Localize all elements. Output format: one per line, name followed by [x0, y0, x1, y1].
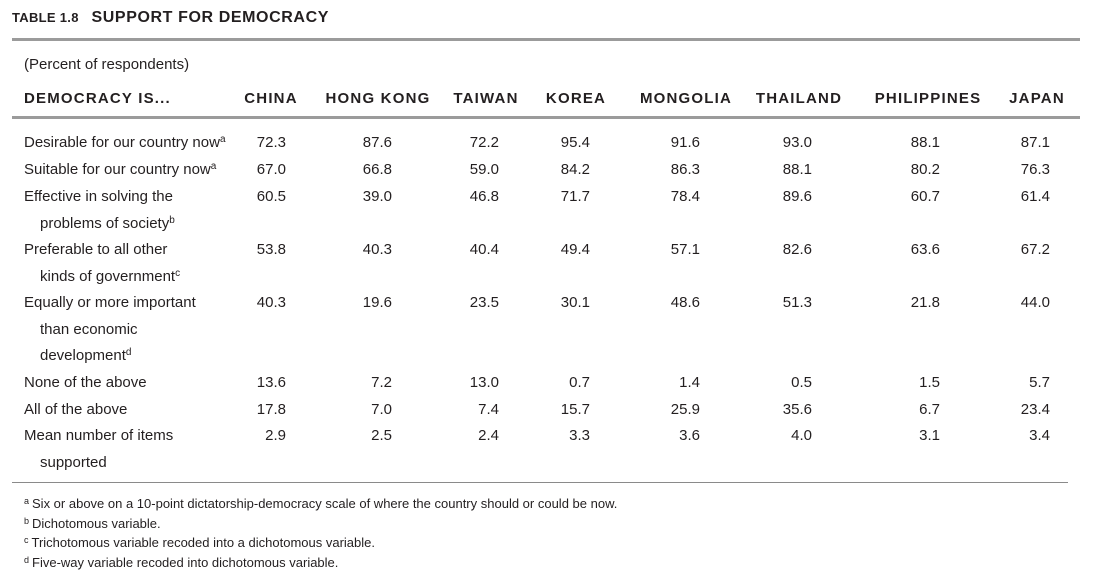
footnote-mark: a [24, 496, 30, 506]
table-cell: 67.2 [1020, 241, 1050, 258]
row-label-line: All of the above [24, 401, 128, 418]
table-cell: 25.9 [670, 401, 700, 418]
table-cell: 60.5 [256, 188, 286, 205]
table-cell: 0.5 [791, 374, 812, 391]
column-header: HONG KONG [325, 90, 431, 107]
table-cell: 17.8 [256, 401, 286, 418]
row-label [24, 290, 196, 370]
table-cell: 67.0 [256, 161, 286, 178]
table-cell: 2.9 [265, 427, 286, 444]
table-cell: 7.2 [371, 374, 392, 391]
table-cell: 4.0 [791, 427, 812, 444]
footnotes [24, 494, 617, 572]
bottom-rule [12, 482, 1068, 483]
row-label-line: Desirable for our country now$^a$ [24, 134, 226, 151]
footnote-text: Trichotomous variable recoded into a dichotomous variable. [31, 535, 375, 551]
table-cell: 88.1 [782, 161, 812, 178]
table-cell: 95.4 [560, 134, 590, 151]
table-cell: 89.6 [782, 188, 812, 205]
table-cell: 21.8 [910, 294, 940, 311]
table-cell: 71.7 [560, 188, 590, 205]
table-cell: 3.1 [919, 427, 940, 444]
footnote [24, 514, 617, 534]
footnote-text: Six or above on a 10-point dictatorship-democracy scale of where the country should or could be now. [32, 496, 618, 511]
footnote-marker: d [125, 347, 132, 358]
table-cell: 49.4 [560, 241, 590, 258]
table-cell: 87.6 [362, 134, 392, 151]
row-label-line: development$^d$ [40, 347, 132, 364]
table-cell: 53.8 [256, 241, 286, 258]
table-cell: 13.0 [469, 374, 499, 391]
row-label-line: Equally or more important [24, 294, 196, 311]
table-cell: 57.1 [670, 241, 700, 258]
row-label-line: Mean number of items [24, 427, 174, 444]
table-cell: 1.5 [919, 374, 940, 391]
footnote [24, 494, 617, 514]
column-header: JAPAN [1009, 90, 1065, 107]
table-cell: 39.0 [362, 188, 392, 205]
row-label [24, 157, 216, 184]
table-cell: 15.7 [560, 401, 590, 418]
table-cell: 13.6 [256, 374, 286, 391]
footnote-mark: d [24, 554, 30, 565]
footnote [24, 553, 617, 573]
column-header: MONGOLIA [639, 90, 733, 107]
footnote-marker: a [219, 134, 226, 145]
table-cell: 86.3 [670, 161, 700, 178]
column-header: THAILAND [755, 90, 843, 107]
row-label [24, 397, 127, 424]
table-cell: 0.7 [569, 374, 590, 391]
table-cell: 3.4 [1029, 427, 1050, 444]
table-number: TABLE 1.8 [12, 10, 79, 25]
row-label-line: Suitable for our country now$^a$ [24, 161, 217, 178]
table-cell: 72.3 [256, 134, 286, 151]
table-cell: 61.4 [1020, 188, 1050, 205]
column-header: PHILIPPINES [874, 90, 982, 107]
table-cell: 35.6 [782, 401, 812, 418]
table-cell: 44.0 [1020, 294, 1050, 311]
table-cell: 87.1 [1020, 134, 1050, 151]
footnote-mark: c [24, 535, 29, 546]
table-cell: 6.7 [919, 401, 940, 418]
table-title-bar [12, 9, 329, 27]
table-cell: 60.7 [910, 188, 940, 205]
table-cell: 2.4 [478, 427, 499, 444]
row-label [24, 423, 173, 476]
table-title: SUPPORT FOR DEMOCRACY [91, 9, 329, 26]
table-cell: 2.5 [371, 427, 392, 444]
table-cell: 40.3 [362, 241, 392, 258]
row-label [24, 184, 175, 237]
row-label-line: kinds of government$^c$ [40, 267, 181, 285]
table-cell: 30.1 [560, 294, 590, 311]
footnote [24, 533, 617, 553]
table-cell: 91.6 [670, 134, 700, 151]
table-cell: 78.4 [670, 188, 700, 205]
footnote-marker: b [169, 214, 175, 226]
top-rule [12, 38, 1080, 41]
table-cell: 76.3 [1020, 161, 1050, 178]
footnote-text: Dichotomous variable. [32, 515, 161, 531]
table-cell: 72.2 [469, 134, 499, 151]
column-header: CHINA [244, 90, 298, 107]
table-cell: 84.2 [560, 161, 590, 178]
row-label-line: None of the above [24, 374, 147, 391]
table-cell: 46.8 [469, 188, 499, 205]
table-cell: 66.8 [362, 161, 392, 178]
row-label-line: Effective in solving the [24, 188, 173, 205]
row-label [24, 237, 180, 290]
table-cell: 40.4 [469, 241, 499, 258]
table-cell: 7.0 [371, 401, 392, 418]
header-rule [12, 116, 1080, 119]
table-cell: 82.6 [782, 241, 812, 258]
table-cell: 51.3 [782, 294, 812, 311]
row-label-line: Preferable to all other [24, 241, 168, 258]
footnote-text: Five-way variable recoded into dichotomous variable. [32, 554, 339, 570]
table-cell: 80.2 [910, 161, 940, 178]
table-cell: 1.4 [679, 374, 700, 391]
column-header: TAIWAN [453, 90, 519, 107]
row-label [24, 130, 226, 157]
column-header: KOREA [545, 90, 607, 107]
row-label-line: problems of society$^b$ [40, 214, 175, 232]
row-label-line: than economic [40, 320, 138, 338]
row-label [24, 370, 147, 397]
table-cell: 7.4 [478, 401, 499, 418]
table-cell: 23.5 [469, 294, 499, 311]
table-cell: 5.7 [1029, 374, 1050, 391]
table-cell: 48.6 [670, 294, 700, 311]
footnote-marker: a [210, 161, 217, 172]
row-label-line: supported [40, 453, 107, 471]
stub-header: DEMOCRACY IS... [24, 90, 171, 107]
table-cell: 40.3 [256, 294, 286, 311]
table-cell: 59.0 [469, 161, 499, 178]
footnote-marker: c [175, 267, 181, 279]
table-cell: 88.1 [910, 134, 940, 151]
table-cell: 23.4 [1020, 401, 1050, 418]
footnote-mark: b [24, 515, 30, 526]
table-cell: 63.6 [910, 241, 940, 258]
table-cell: 3.6 [679, 427, 700, 444]
table-note: (Percent of respondents) [24, 56, 190, 73]
table-cell: 3.3 [569, 427, 590, 444]
table-cell: 93.0 [782, 134, 812, 151]
table-cell: 19.6 [362, 294, 392, 311]
